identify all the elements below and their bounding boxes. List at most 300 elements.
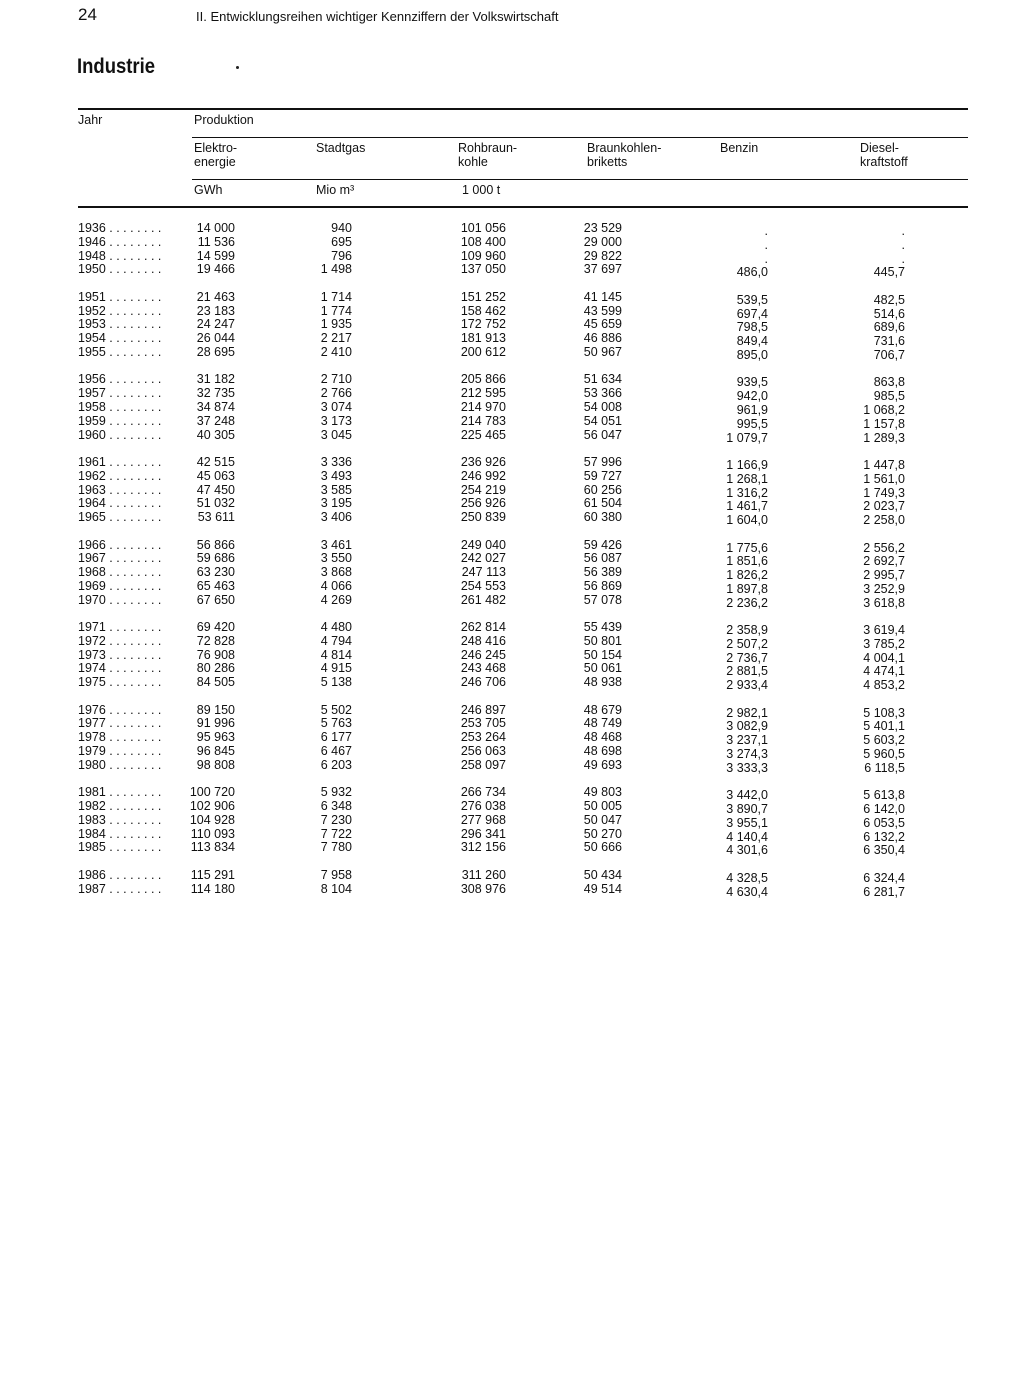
elektroenergie-cell: 102 906: [189, 799, 235, 814]
elektroenergie-cell: 28 695: [196, 344, 235, 359]
row-group: [0, 291, 1024, 360]
braunkohlenbriketts-cell: 37 697: [583, 262, 622, 277]
year-cell: 1956 . . . . . . . .: [78, 372, 162, 387]
stadtgas-cell: 3 074: [320, 399, 352, 414]
elektroenergie-cell: 26 044: [196, 331, 235, 346]
elektroenergie-cell: 114 180: [190, 881, 235, 896]
benzin-cell: 2 881,5: [726, 664, 768, 679]
elektroenergie-cell: 34 874: [196, 399, 235, 414]
elektroenergie-cell: 51 032: [196, 496, 235, 511]
page-number: 24: [78, 5, 97, 24]
rohbraunkohle-cell: 262 814: [460, 620, 506, 635]
benzin-cell: .: [764, 224, 768, 238]
dieselkraftstoff-cell: 1 289,3: [863, 430, 905, 445]
braunkohlenbriketts-cell: 53 366: [583, 386, 622, 401]
stadtgas-cell: 3 550: [320, 551, 352, 566]
row-group: [0, 704, 1024, 773]
elektroenergie-cell: 104 928: [189, 812, 235, 827]
stadtgas-cell: 5 932: [320, 785, 352, 800]
year-cell: 1970 . . . . . . . .: [78, 592, 162, 607]
header-col-stadtgas: Stadtgas: [316, 141, 366, 155]
stadtgas-cell: 2 766: [320, 386, 352, 401]
stadtgas-cell: 5 502: [320, 702, 352, 717]
benzin-cell: 1 775,6: [726, 540, 768, 555]
year-cell: 1984 . . . . . . . .: [78, 826, 162, 841]
table-row: [0, 305, 1024, 319]
elektroenergie-cell: 21 463: [196, 289, 235, 304]
dieselkraftstoff-cell: 985,5: [873, 389, 905, 404]
rohbraunkohle-cell: 266 734: [460, 785, 506, 800]
dieselkraftstoff-cell: 1 561,0: [863, 471, 905, 486]
stadtgas-cell: 7 958: [320, 867, 352, 882]
benzin-cell: 3 955,1: [726, 815, 768, 830]
table-row: [0, 346, 1024, 360]
rohbraunkohle-cell: 236 926: [460, 454, 506, 469]
year-cell: 1961 . . . . . . . .: [78, 454, 162, 469]
rohbraunkohle-cell: 200 612: [460, 344, 506, 359]
year-cell: 1953 . . . . . . . .: [78, 317, 162, 332]
benzin-cell: 961,9: [736, 402, 768, 417]
elektroenergie-cell: 19 466: [196, 262, 235, 277]
stadtgas-cell: 1 714: [320, 289, 352, 304]
benzin-cell: 539,5: [736, 292, 768, 307]
elektroenergie-cell: 113 834: [190, 840, 235, 855]
rohbraunkohle-cell: 254 219: [460, 482, 506, 497]
table-row: [0, 496, 1024, 514]
braunkohlenbriketts-cell: 56 047: [583, 427, 622, 442]
rohbraunkohle-cell: 205 866: [460, 372, 506, 387]
benzin-cell: 3 274,3: [726, 747, 768, 762]
braunkohlenbriketts-cell: 56 087: [583, 551, 622, 566]
year-cell: 1958 . . . . . . . .: [78, 399, 162, 414]
dieselkraftstoff-cell: .: [901, 251, 905, 266]
benzin-cell: 3 082,9: [726, 719, 768, 734]
elektroenergie-cell: 40 305: [196, 427, 235, 442]
elektroenergie-cell: 45 063: [196, 468, 235, 483]
table-row: [0, 429, 1024, 443]
dieselkraftstoff-cell: 2 556,2: [863, 540, 905, 555]
dieselkraftstoff-cell: 1 447,8: [863, 457, 905, 472]
braunkohlenbriketts-cell: 48 938: [583, 675, 622, 690]
benzin-cell: 942,0: [736, 389, 768, 404]
elektroenergie-cell: 110 093: [190, 826, 235, 841]
rohbraunkohle-cell: 247 113: [461, 565, 506, 580]
braunkohlenbriketts-cell: 50 434: [583, 867, 622, 882]
stadtgas-cell: 3 195: [320, 496, 352, 511]
benzin-cell: 2 933,4: [726, 678, 768, 693]
braunkohlenbriketts-cell: 43 599: [583, 303, 622, 318]
dieselkraftstoff-cell: 3 618,8: [863, 595, 905, 610]
table-row: [0, 828, 1024, 842]
braunkohlenbriketts-cell: 48 468: [583, 730, 622, 745]
elektroenergie-cell: 11 536: [197, 234, 235, 249]
rohbraunkohle-cell: 151 252: [460, 289, 506, 304]
year-cell: 1982 . . . . . . . .: [78, 799, 162, 814]
elektroenergie-cell: 115 291: [190, 867, 235, 882]
dieselkraftstoff-cell: 1 157,8: [863, 416, 905, 431]
stadtgas-cell: 6 348: [320, 799, 352, 814]
dieselkraftstoff-cell: 6 350,4: [863, 843, 905, 858]
benzin-cell: 3 333,3: [726, 760, 768, 775]
benzin-cell: 2 236,2: [726, 595, 768, 610]
dieselkraftstoff-cell: 863,8: [873, 375, 905, 390]
year-cell: 1978 . . . . . . . .: [78, 730, 162, 745]
header-col-braunkohlenbriketts: Braunkohlen- briketts: [587, 141, 662, 169]
table-row: [0, 262, 1024, 280]
rohbraunkohle-cell: 243 468: [460, 661, 506, 676]
dieselkraftstoff-cell: .: [901, 224, 905, 238]
rohbraunkohle-cell: 246 706: [460, 675, 506, 690]
elektroenergie-cell: 69 420: [196, 620, 235, 635]
braunkohlenbriketts-cell: 48 679: [583, 702, 622, 717]
year-cell: 1954 . . . . . . . .: [78, 331, 162, 346]
elektroenergie-cell: 98 808: [196, 757, 235, 772]
year-cell: 1955 . . . . . . . .: [78, 344, 162, 359]
unit-gwh: GWh: [194, 183, 223, 197]
table-row: [0, 565, 1024, 583]
year-cell: 1948 . . . . . . . .: [78, 248, 162, 263]
row-group: [0, 372, 1024, 445]
stadtgas-cell: 3 173: [320, 413, 352, 428]
benzin-cell: 3 890,7: [726, 802, 768, 817]
table-body: [0, 222, 1024, 910]
rohbraunkohle-cell: 312 156: [460, 840, 506, 855]
table-row: [0, 222, 1024, 236]
stray-dot: [236, 66, 239, 69]
dieselkraftstoff-cell: 482,5: [873, 292, 905, 307]
braunkohlenbriketts-cell: 56 869: [583, 578, 622, 593]
year-cell: 1974 . . . . . . . .: [78, 661, 162, 676]
braunkohlenbriketts-cell: 55 439: [583, 620, 622, 635]
elektroenergie-cell: 80 286: [196, 661, 235, 676]
year-cell: 1952 . . . . . . . .: [78, 303, 162, 318]
braunkohlenbriketts-cell: 49 693: [583, 757, 622, 772]
elektroenergie-cell: 96 845: [196, 744, 235, 759]
rohbraunkohle-cell: 158 462: [460, 303, 506, 318]
year-cell: 1985 . . . . . . . .: [78, 840, 162, 855]
benzin-cell: 1 897,8: [726, 581, 768, 596]
stadtgas-cell: 695: [331, 234, 352, 249]
braunkohlenbriketts-cell: 50 666: [583, 840, 622, 855]
elektroenergie-cell: 56 866: [196, 537, 235, 552]
braunkohlenbriketts-cell: 50 967: [583, 344, 622, 359]
section-title: Industrie: [77, 55, 156, 78]
stadtgas-cell: 4 480: [320, 620, 352, 635]
year-cell: 1986 . . . . . . . .: [78, 867, 162, 882]
benzin-cell: 849,4: [736, 334, 768, 349]
benzin-cell: 697,4: [736, 306, 768, 321]
rohbraunkohle-cell: 261 482: [460, 592, 506, 607]
rohbraunkohle-cell: 249 040: [460, 537, 506, 552]
unit-mio-m3: Mio m³: [316, 183, 355, 197]
table-row: [0, 250, 1024, 264]
running-head: II. Entwicklungsreihen wichtiger Kennziffern der Volkswirtschaft: [196, 9, 559, 24]
stadtgas-cell: 1 498: [320, 262, 352, 277]
benzin-cell: 2 982,1: [726, 705, 768, 720]
rohbraunkohle-cell: 246 897: [460, 702, 506, 717]
table-row: [0, 484, 1024, 498]
unit-1000t: 1 000 t: [462, 183, 501, 197]
dieselkraftstoff-cell: 3 785,2: [863, 636, 905, 651]
year-cell: 1969 . . . . . . . .: [78, 578, 162, 593]
dieselkraftstoff-cell: 2 258,0: [863, 513, 905, 528]
year-cell: 1972 . . . . . . . .: [78, 633, 162, 648]
elektroenergie-cell: 53 611: [197, 510, 235, 525]
stadtgas-cell: 7 722: [320, 826, 352, 841]
stadtgas-cell: 5 763: [320, 716, 352, 731]
dieselkraftstoff-cell: 3 619,4: [863, 623, 905, 638]
rohbraunkohle-cell: 256 063: [460, 744, 506, 759]
braunkohlenbriketts-cell: 57 996: [583, 454, 622, 469]
braunkohlenbriketts-cell: 50 270: [583, 826, 622, 841]
braunkohlenbriketts-cell: 48 749: [583, 716, 622, 731]
braunkohlenbriketts-cell: 54 008: [583, 399, 622, 414]
braunkohlenbriketts-cell: 48 698: [583, 744, 622, 759]
table-row: [0, 331, 1024, 349]
table-row: [0, 470, 1024, 484]
dieselkraftstoff-cell: 6 281,7: [863, 884, 905, 899]
stadtgas-cell: 4 269: [320, 592, 352, 607]
top-rule: [78, 108, 968, 110]
braunkohlenbriketts-cell: 61 504: [583, 496, 622, 511]
dieselkraftstoff-cell: 1 749,3: [863, 485, 905, 500]
stadtgas-cell: 3 461: [320, 537, 352, 552]
row-group: [0, 620, 1024, 693]
benzin-cell: 3 442,0: [726, 788, 768, 803]
dieselkraftstoff-cell: 3 252,9: [863, 581, 905, 596]
dieselkraftstoff-cell: 6 324,4: [863, 870, 905, 885]
rohbraunkohle-cell: 308 976: [460, 881, 506, 896]
rohbraunkohle-cell: 250 839: [460, 510, 506, 525]
benzin-cell: 486,0: [736, 265, 768, 280]
rohbraunkohle-cell: 214 970: [460, 399, 506, 414]
table-row: [0, 580, 1024, 594]
rohbraunkohle-cell: 246 992: [460, 468, 506, 483]
header-col-dieselkraftstoff: Diesel- kraftstoff: [860, 141, 908, 169]
header-col-rohbraunkohle: Rohbraun- kohle: [458, 141, 518, 169]
elektroenergie-cell: 72 828: [196, 633, 235, 648]
dieselkraftstoff-cell: 6 118,5: [864, 760, 905, 775]
rohbraunkohle-cell: 276 038: [460, 799, 506, 814]
braunkohlenbriketts-cell: 60 380: [583, 510, 622, 525]
stadtgas-cell: 3 868: [320, 565, 352, 580]
dieselkraftstoff-cell: 514,6: [873, 306, 905, 321]
elektroenergie-cell: 67 650: [196, 592, 235, 607]
dieselkraftstoff-cell: 6 053,5: [863, 815, 905, 830]
rohbraunkohle-cell: 137 050: [460, 262, 506, 277]
stadtgas-cell: 8 104: [320, 881, 352, 896]
stadtgas-cell: 3 406: [320, 510, 352, 525]
rohbraunkohle-cell: 253 705: [460, 716, 506, 731]
braunkohlenbriketts-cell: 50 154: [583, 647, 622, 662]
elektroenergie-cell: 23 183: [196, 303, 235, 318]
year-cell: 1965 . . . . . . . .: [78, 510, 162, 525]
braunkohlenbriketts-cell: 50 801: [583, 633, 622, 648]
stadtgas-cell: 3 336: [320, 454, 352, 469]
elektroenergie-cell: 32 735: [196, 386, 235, 401]
header-col-benzin: Benzin: [720, 141, 759, 155]
rohbraunkohle-cell: 101 056: [460, 221, 506, 235]
benzin-cell: 2 736,7: [726, 650, 768, 665]
year-cell: 1971 . . . . . . . .: [78, 620, 162, 635]
table-row: [0, 291, 1024, 305]
rohbraunkohle-cell: 258 097: [460, 757, 506, 772]
benzin-cell: 2 507,2: [726, 636, 768, 651]
elektroenergie-cell: 100 720: [189, 785, 235, 800]
dieselkraftstoff-cell: .: [901, 237, 905, 252]
label-rule: [192, 179, 968, 180]
dieselkraftstoff-cell: 2 692,7: [863, 554, 905, 569]
year-cell: 1968 . . . . . . . .: [78, 565, 162, 580]
elektroenergie-cell: 14 000: [196, 221, 235, 235]
stadtgas-cell: 3 045: [320, 427, 352, 442]
table-row: [0, 704, 1024, 718]
braunkohlenbriketts-cell: 50 047: [583, 812, 622, 827]
year-cell: 1966 . . . . . . . .: [78, 537, 162, 552]
elektroenergie-cell: 42 515: [196, 454, 235, 469]
benzin-cell: 1 079,7: [726, 430, 768, 445]
stadtgas-cell: 3 493: [320, 468, 352, 483]
year-cell: 1973 . . . . . . . .: [78, 647, 162, 662]
benzin-cell: 4 140,4: [726, 829, 768, 844]
braunkohlenbriketts-cell: 54 051: [583, 413, 622, 428]
stadtgas-cell: 6 177: [320, 730, 352, 745]
stadtgas-cell: 4 814: [320, 647, 352, 662]
benzin-cell: 995,5: [736, 416, 768, 431]
benzin-cell: 1 316,2: [726, 485, 768, 500]
dieselkraftstoff-cell: 706,7: [873, 347, 905, 362]
benzin-cell: 895,0: [736, 347, 768, 362]
table-row: [0, 759, 1024, 773]
braunkohlenbriketts-cell: 41 145: [583, 289, 622, 304]
benzin-cell: .: [764, 251, 768, 266]
elektroenergie-cell: 37 248: [196, 413, 235, 428]
dieselkraftstoff-cell: 2 995,7: [863, 568, 905, 583]
rohbraunkohle-cell: 248 416: [460, 633, 506, 648]
table-row: [0, 730, 1024, 748]
dieselkraftstoff-cell: 5 401,1: [863, 719, 905, 734]
table-row: [0, 744, 1024, 762]
table-row: [0, 716, 1024, 734]
rohbraunkohle-cell: 212 595: [460, 386, 506, 401]
dieselkraftstoff-cell: 5 108,3: [863, 705, 905, 720]
stadtgas-cell: 2 410: [320, 344, 352, 359]
table-row: [0, 594, 1024, 608]
braunkohlenbriketts-cell: 57 078: [583, 592, 622, 607]
elektroenergie-cell: 14 599: [196, 248, 235, 263]
benzin-cell: 1 851,6: [726, 554, 768, 569]
elektroenergie-cell: 76 908: [196, 647, 235, 662]
braunkohlenbriketts-cell: 49 514: [583, 881, 622, 896]
stadtgas-cell: 4 915: [320, 661, 352, 676]
year-cell: 1977 . . . . . . . .: [78, 716, 162, 731]
stadtgas-cell: 7 230: [320, 812, 352, 827]
table-row: [0, 869, 1024, 883]
table-row: [0, 317, 1024, 335]
year-cell: 1981 . . . . . . . .: [78, 785, 162, 800]
rohbraunkohle-cell: 246 245: [460, 647, 506, 662]
table-row: [0, 814, 1024, 828]
benzin-cell: 1 461,7: [726, 499, 768, 514]
header-year: Jahr: [78, 113, 103, 127]
benzin-cell: 939,5: [736, 375, 768, 390]
benzin-cell: 4 301,6: [726, 843, 768, 858]
dieselkraftstoff-cell: 1 068,2: [863, 402, 905, 417]
rohbraunkohle-cell: 108 400: [460, 234, 506, 249]
stadtgas-cell: 2 217: [320, 331, 352, 346]
year-cell: 1936 . . . . . . . .: [78, 221, 162, 235]
elektroenergie-cell: 65 463: [196, 578, 235, 593]
stadtgas-cell: 2 710: [320, 372, 352, 387]
elektroenergie-cell: 91 996: [196, 716, 235, 731]
table-row: [0, 649, 1024, 663]
table-row: [0, 386, 1024, 404]
table-row: [0, 551, 1024, 569]
row-group: [0, 539, 1024, 608]
braunkohlenbriketts-cell: 51 634: [583, 372, 622, 387]
benzin-cell: .: [764, 237, 768, 252]
year-cell: 1951 . . . . . . . .: [78, 289, 162, 304]
braunkohlenbriketts-cell: 49 803: [583, 785, 622, 800]
row-group: [0, 454, 1024, 528]
rohbraunkohle-cell: 181 913: [460, 331, 506, 346]
year-cell: 1979 . . . . . . . .: [78, 744, 162, 759]
elektroenergie-cell: 95 963: [196, 730, 235, 745]
table-row: [0, 620, 1024, 638]
rohbraunkohle-cell: 254 553: [460, 578, 506, 593]
rohbraunkohle-cell: 277 968: [460, 812, 506, 827]
rohbraunkohle-cell: 225 465: [460, 427, 506, 442]
dieselkraftstoff-cell: 6 132,2: [863, 829, 905, 844]
dieselkraftstoff-cell: 445,7: [873, 265, 905, 280]
rohbraunkohle-cell: 256 926: [460, 496, 506, 511]
braunkohlenbriketts-cell: 60 256: [583, 482, 622, 497]
stadtgas-cell: 940: [331, 221, 352, 235]
elektroenergie-cell: 89 150: [196, 702, 235, 717]
year-cell: 1983 . . . . . . . .: [78, 812, 162, 827]
stadtgas-cell: 6 203: [320, 757, 352, 772]
dieselkraftstoff-cell: 6 142,0: [863, 802, 905, 817]
rohbraunkohle-cell: 214 783: [460, 413, 506, 428]
year-cell: 1962 . . . . . . . .: [78, 468, 162, 483]
rohbraunkohle-cell: 253 264: [460, 730, 506, 745]
year-cell: 1980 . . . . . . . .: [78, 757, 162, 772]
year-cell: 1950 . . . . . . . .: [78, 262, 162, 277]
table-row: [0, 372, 1024, 390]
bottom-rule: [78, 206, 968, 208]
stadtgas-cell: 1 774: [320, 303, 352, 318]
table-row: [0, 510, 1024, 528]
dieselkraftstoff-cell: 4 853,2: [863, 678, 905, 693]
table-row: [0, 415, 1024, 429]
benzin-cell: 3 237,1: [726, 733, 768, 748]
elektroenergie-cell: 24 247: [196, 317, 235, 332]
dieselkraftstoff-cell: 731,6: [873, 334, 905, 349]
elektroenergie-cell: 59 686: [196, 551, 235, 566]
braunkohlenbriketts-cell: 56 389: [583, 565, 622, 580]
table-row: [0, 539, 1024, 553]
rohbraunkohle-cell: 242 027: [460, 551, 506, 566]
elektroenergie-cell: 63 230: [196, 565, 235, 580]
rohbraunkohle-cell: 296 341: [460, 826, 506, 841]
year-cell: 1963 . . . . . . . .: [78, 482, 162, 497]
year-cell: 1959 . . . . . . . .: [78, 413, 162, 428]
benzin-cell: 1 268,1: [726, 471, 768, 486]
year-cell: 1987 . . . . . . . .: [78, 881, 162, 896]
row-group: [0, 869, 1024, 897]
year-cell: 1976 . . . . . . . .: [78, 702, 162, 717]
year-cell: 1964 . . . . . . . .: [78, 496, 162, 511]
